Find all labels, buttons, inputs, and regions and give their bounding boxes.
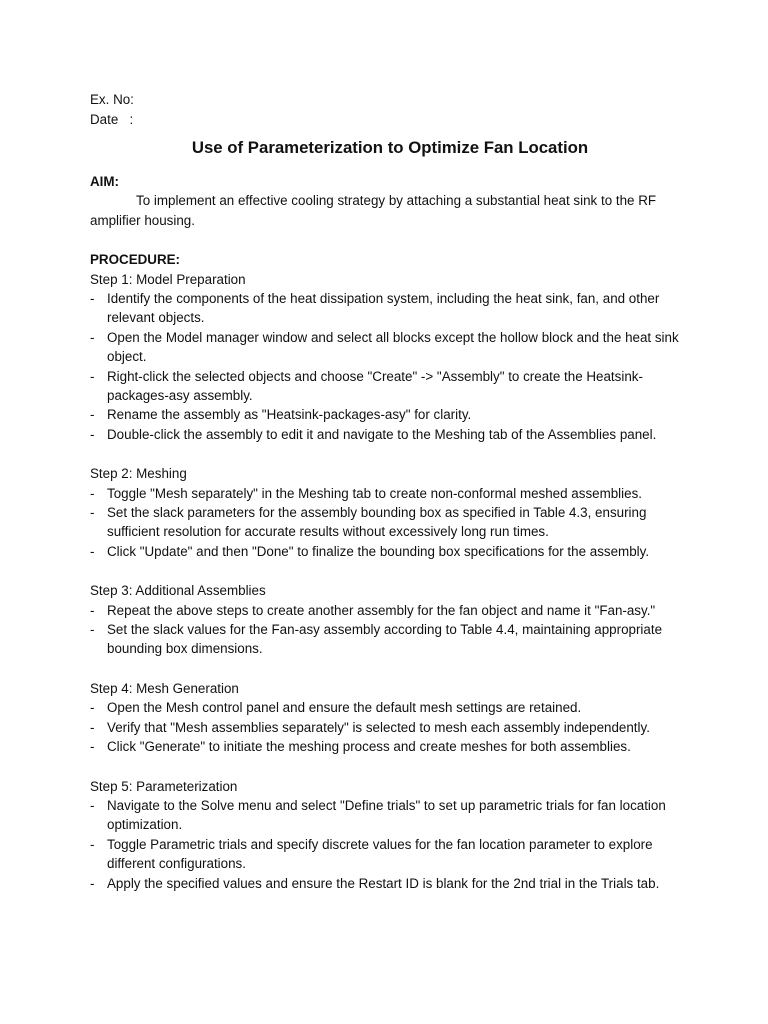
step-title: Step 1: Model Preparation <box>90 271 246 287</box>
step-block <box>90 777 690 893</box>
list-item <box>90 425 690 444</box>
procedure-section <box>90 250 690 893</box>
step-block <box>90 679 690 757</box>
section-gap <box>90 230 690 250</box>
step-title: Step 5: Parameterization <box>90 778 238 794</box>
list-item-text: Click "Update" and then "Done" to finalize the bounding box specifications for the assembly. <box>107 543 650 559</box>
section-gap <box>90 757 690 777</box>
section-gap <box>90 444 690 464</box>
list-item <box>90 835 690 874</box>
aim-section <box>90 172 690 230</box>
list-item-text: Verify that "Mesh assemblies separately" is selected to mesh each assembly independently. <box>107 719 650 735</box>
aim-heading: AIM: <box>90 174 120 189</box>
list-item <box>90 503 690 542</box>
list-item <box>90 698 690 717</box>
list-item-text: Open the Mesh control panel and ensure the default mesh settings are retained. <box>107 700 582 716</box>
list-item <box>90 796 690 835</box>
bullet-dash: - <box>90 836 95 852</box>
step-bullet-list <box>90 796 690 893</box>
bullet-dash: - <box>90 739 95 755</box>
procedure-heading: PROCEDURE: <box>90 252 181 268</box>
list-item-text: Repeat the above steps to create another assembly for the fan object and name it "Fan-asy." <box>107 602 656 618</box>
section-gap <box>90 659 690 679</box>
bullet-dash: - <box>90 875 95 891</box>
step-bullet-list <box>90 698 690 756</box>
bullet-dash: - <box>90 543 95 559</box>
list-item-text: Double-click the assembly to edit it and navigate to the Meshing tab of the Assemblies panel. <box>107 426 657 442</box>
bullet-dash: - <box>90 485 95 501</box>
bullet-dash: - <box>90 291 95 307</box>
bullet-dash: - <box>90 622 95 638</box>
list-item-text: Toggle Parametric trials and specify discrete values for the fan location parameter to explore different configurations. <box>107 836 653 872</box>
document-title: Use of Parameterization to Optimize Fan Location <box>191 138 589 157</box>
step-bullet-list <box>90 289 690 444</box>
list-item <box>90 289 690 328</box>
list-item <box>90 737 690 756</box>
bullet-dash: - <box>90 407 95 423</box>
step-bullet-list <box>90 601 690 659</box>
section-gap <box>90 561 690 581</box>
step-bullet-list <box>90 484 690 562</box>
step-block <box>90 581 690 659</box>
list-item <box>90 405 690 424</box>
list-item-text: Rename the assembly as "Heatsink-packages-asy" for clarity. <box>107 407 472 423</box>
list-item-text: Set the slack values for the Fan-asy assembly according to Table 4.4, maintaining appropriate bounding box dimensions. <box>107 622 663 657</box>
bullet-dash: - <box>90 368 95 384</box>
list-item-text: Identify the components of the heat dissipation system, including the heat sink, fan, and other relevant objects. <box>107 291 660 326</box>
step-title: Step 4: Mesh Generation <box>90 680 239 696</box>
bullet-dash: - <box>90 700 95 716</box>
list-item <box>90 367 690 406</box>
list-item-text: Right-click the selected objects and choose "Create" -> "Assembly" to create the Heatsink-packages-asy assembly. <box>107 368 643 404</box>
list-item <box>90 601 690 620</box>
bullet-dash: - <box>90 797 95 813</box>
bullet-dash: - <box>90 602 95 618</box>
step-block <box>90 464 690 561</box>
step-block <box>90 270 690 445</box>
bullet-dash: - <box>90 329 95 345</box>
document-page <box>90 90 690 893</box>
list-item-text: Navigate to the Solve menu and select "Define trials" to set up parametric trials for fan location optimization. <box>107 797 666 833</box>
list-item <box>90 484 690 503</box>
list-item <box>90 328 690 367</box>
list-item-text: Set the slack parameters for the assembly bounding box as specified in Table 4.3, ensuring sufficient resolution for accurate results without excessively long run times. <box>107 505 647 540</box>
step-title: Step 3: Additional Assemblies <box>90 583 266 599</box>
list-item-text: Open the Model manager window and select all blocks except the hollow block and the heat sink object. <box>107 329 679 365</box>
list-item-text: Apply the specified values and ensure the Restart ID is blank for the 2nd trial in the Trials tab. <box>107 875 660 891</box>
ex-no-label: Ex. No: <box>90 92 134 107</box>
aim-text: To implement an effective cooling strategy by attaching a substantial heat sink to the RF amplifier housing. <box>90 193 657 228</box>
list-item <box>90 718 690 737</box>
bullet-dash: - <box>90 719 95 735</box>
list-item <box>90 542 690 561</box>
step-title: Step 2: Meshing <box>90 466 187 482</box>
list-item-text: Click "Generate" to initiate the meshing process and create meshes for both assemblies. <box>107 739 631 755</box>
date-label: Date : <box>90 111 134 127</box>
bullet-dash: - <box>90 505 95 521</box>
list-item-text: Toggle "Mesh separately" in the Meshing tab to create non-conformal meshed assemblies. <box>107 485 642 501</box>
bullet-dash: - <box>90 426 95 442</box>
list-item <box>90 874 690 893</box>
list-item <box>90 620 690 659</box>
